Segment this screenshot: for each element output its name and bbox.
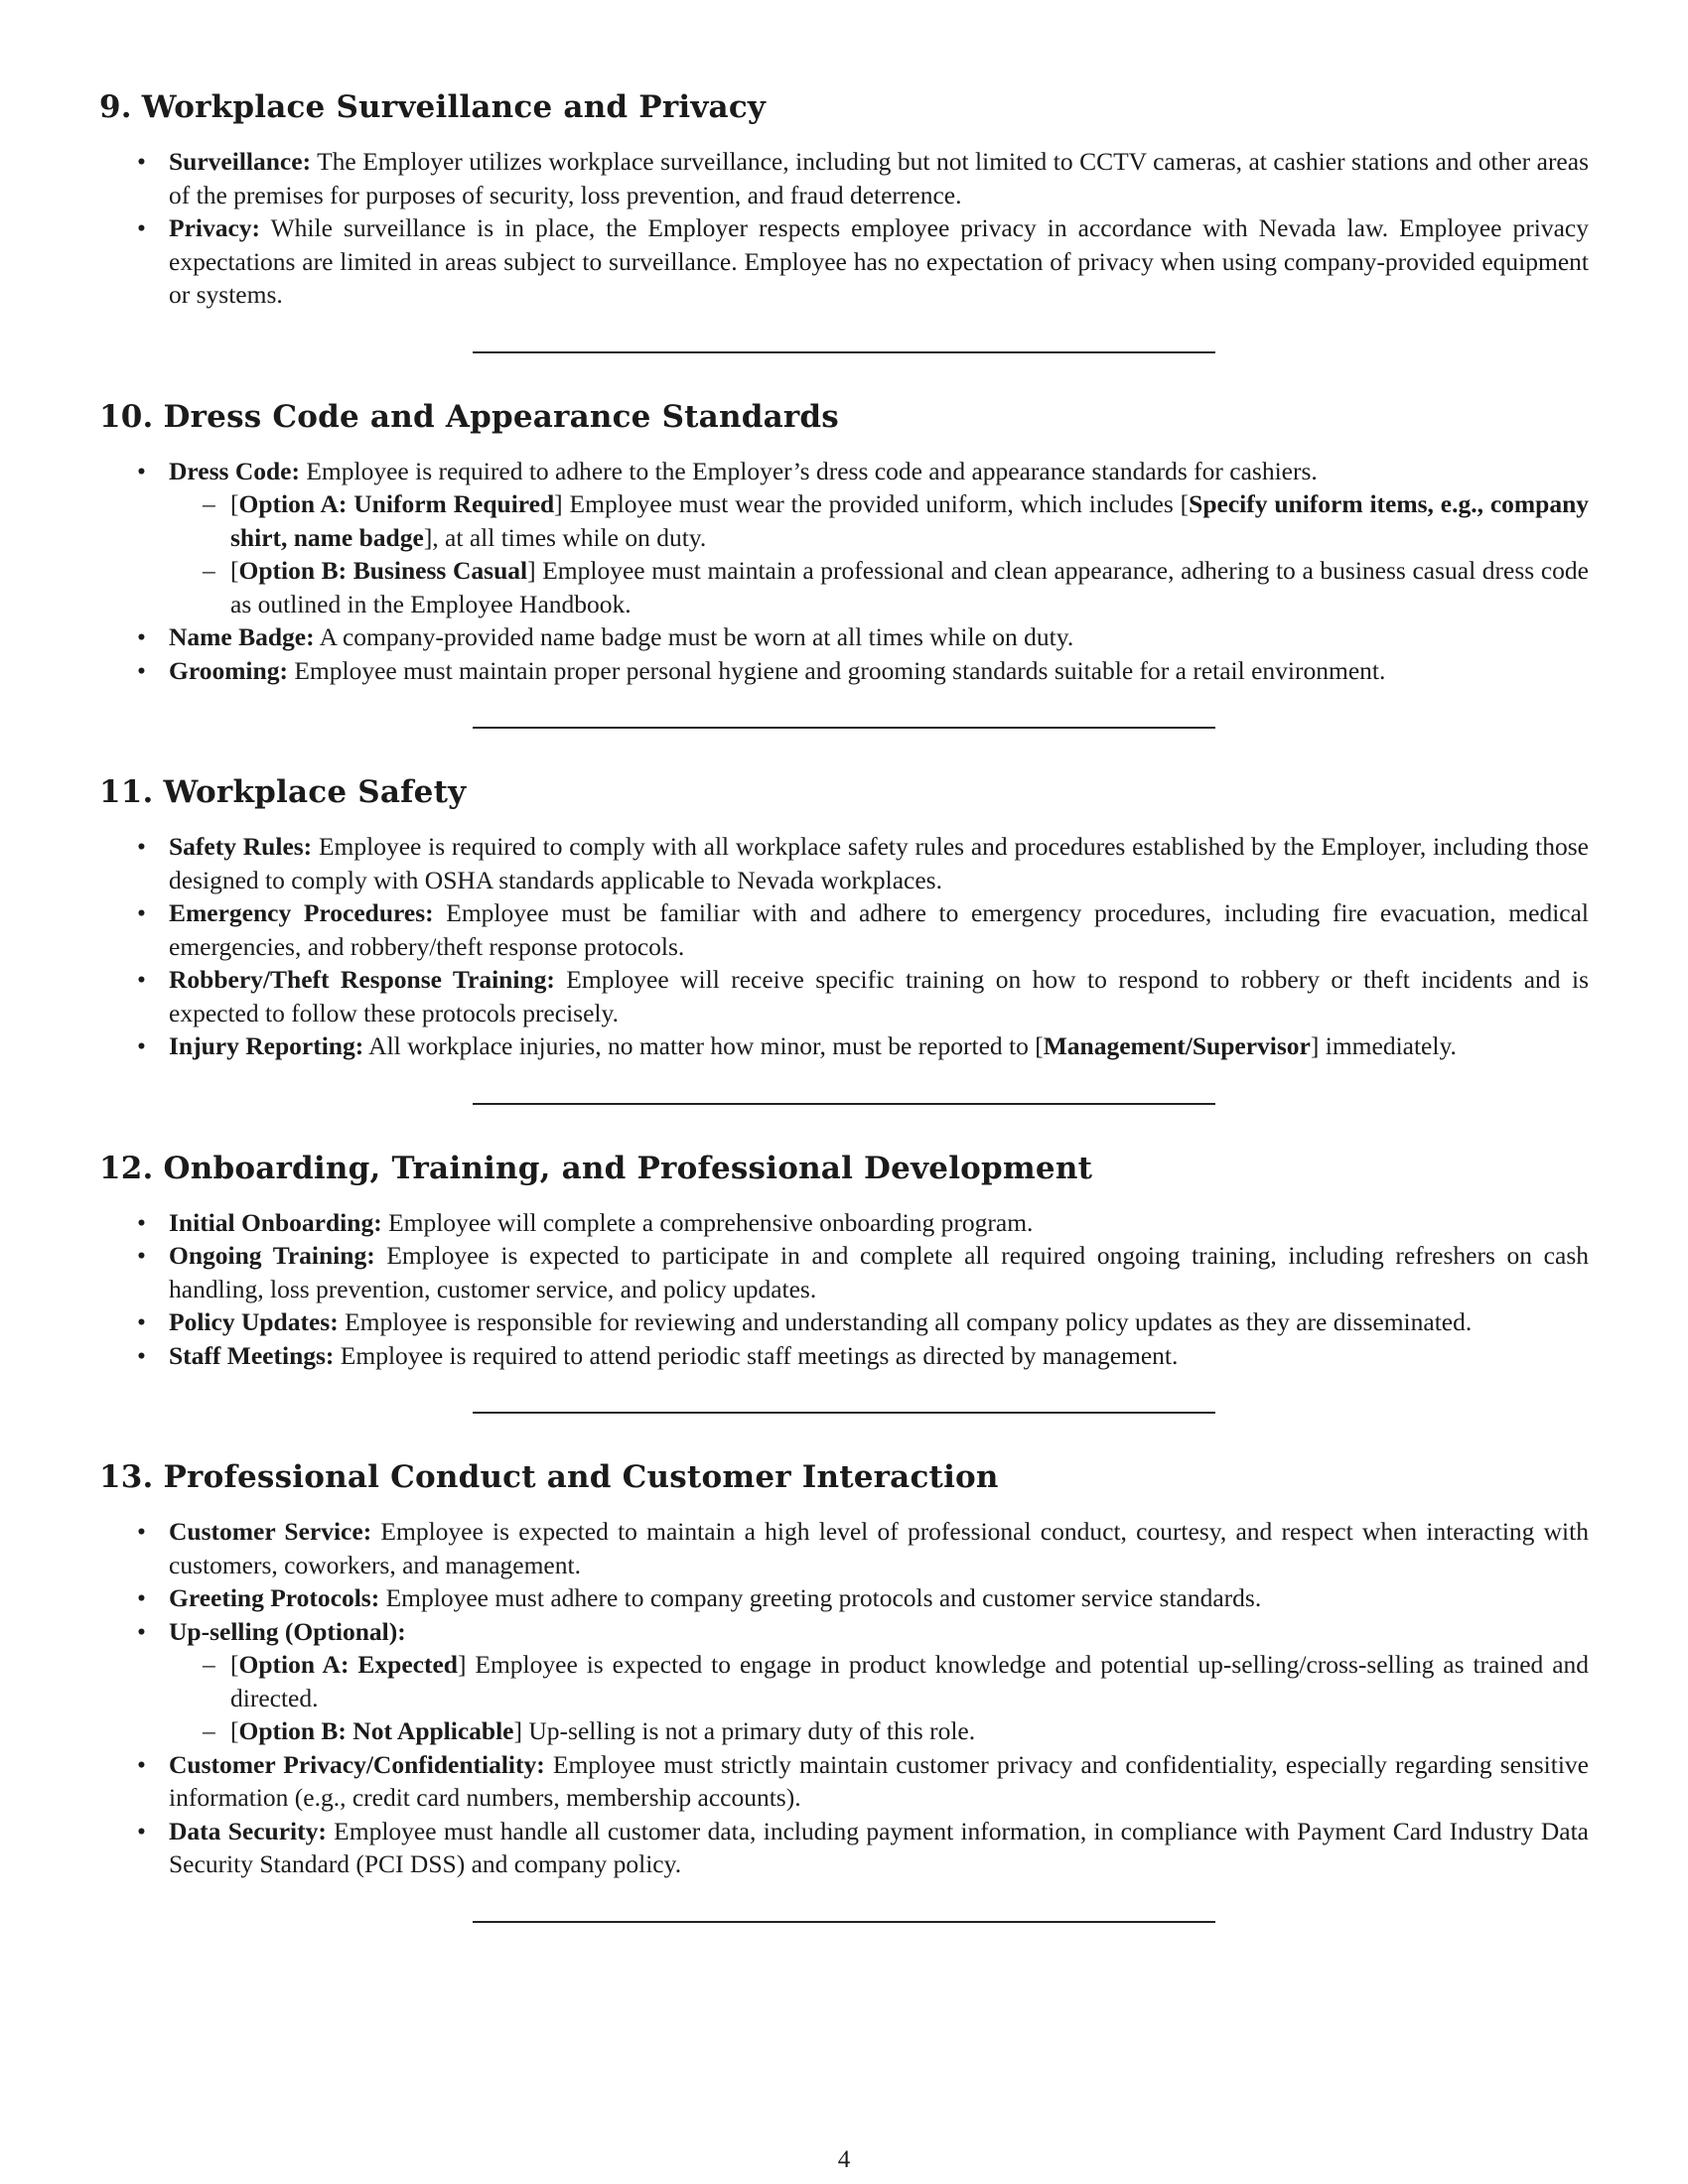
list-item: • Surveillance: The Employer utilizes workplace surveillance, including but not limited to CCTV cameras, at cashier stations and other areas of the premises for purposes of security, loss prevention, and fraud deterrence. — [99, 145, 1589, 211]
section-11 — [99, 772, 1589, 1063]
section-13 — [99, 1457, 1589, 1881]
page-number: 4 — [837, 2146, 851, 2173]
document-page — [99, 87, 1589, 1923]
section-divider — [473, 1103, 1215, 1105]
list-item: • Injury Reporting: All workplace injuries, no matter how minor, must be reported to [Management/Supervisor] immediately. — [99, 1029, 1589, 1063]
section-10 — [99, 397, 1589, 688]
list-item: • Customer Privacy/Confidentiality: Employee must strictly maintain customer privacy and confidentiality, especially regarding sensitive information (e.g., credit card numbers, membership accounts). — [99, 1748, 1589, 1815]
list-item: • Emergency Procedures: Employee must be familiar with and adhere to emergency procedures, including fire evacuation, medical emergencies, and robbery/theft response protocols. — [99, 896, 1589, 963]
list-item: • Policy Updates: Employee is responsible for reviewing and understanding all company policy updates as they are disseminated. — [99, 1305, 1589, 1339]
sub-option: – [Option B: Business Casual] Employee must maintain a professional and clean appearance, adhering to a business casual dress code as outlined in the Employee Handbook. — [169, 554, 1589, 620]
sub-option: – [Option B: Not Applicable] Up-selling is not a primary duty of this role. — [169, 1714, 1589, 1748]
section-heading: 13. Professional Conduct and Customer Interaction — [99, 1459, 999, 1495]
list-item: • Staff Meetings: Employee is required to attend periodic staff meetings as directed by management. — [99, 1339, 1589, 1373]
section-divider — [473, 727, 1215, 729]
list-item: • Robbery/Theft Response Training: Employee will receive specific training on how to respond to robbery or theft incidents and is expected to follow these protocols precisely. — [99, 963, 1589, 1029]
list-item: • Initial Onboarding: Employee will complete a comprehensive onboarding program. — [99, 1206, 1589, 1240]
list-item: • Dress Code: Employee is required to adhere to the Employer’s dress code and appearance standards for cashiers. – [Option A: Uniform Required] Employee must wear the provided uniform, which includes [Specify uniform items, e.g., company shirt, name badge], at all times while on duty. – [Option B: Business Casual] Employee must maintain a professional and clean appearance, adhering to a business casual dress code as outlined in the Employee Handbook. — [99, 455, 1589, 621]
section-heading: 9. Workplace Surveillance and Privacy — [99, 89, 767, 125]
section-9 — [99, 87, 1589, 312]
list-item: • Up-selling (Optional): – [Option A: Expected] Employee is expected to engage in product knowledge and potential up-selling/cross-selling as trained and directed. – [Option B: Not Applicable] Up-selling is not a primary duty of this role. — [99, 1615, 1589, 1748]
section-heading: 10. Dress Code and Appearance Standards — [99, 398, 839, 435]
section-12 — [99, 1149, 1589, 1373]
sub-option: – [Option A: Expected] Employee is expected to engage in product knowledge and potential up-selling/cross-selling as trained and directed. — [169, 1648, 1589, 1714]
list-item: • Name Badge: A company-provided name badge must be worn at all times while on duty. — [99, 620, 1589, 654]
list-item: • Safety Rules: Employee is required to comply with all workplace safety rules and procedures established by the Employer, including those designed to comply with OSHA standards applicable to Nevada workplaces. — [99, 830, 1589, 896]
list-item: • Data Security: Employee must handle all customer data, including payment information, in compliance with Payment Card Industry Data Security Standard (PCI DSS) and company policy. — [99, 1815, 1589, 1881]
section-heading: 11. Workplace Safety — [99, 774, 467, 810]
section-divider — [473, 1412, 1215, 1414]
section-divider — [473, 351, 1215, 353]
list-item: • Ongoing Training: Employee is expected to participate in and complete all required ongoing training, including refreshers on cash handling, loss prevention, customer service, and policy updates. — [99, 1239, 1589, 1305]
list-item: • Privacy: While surveillance is in place, the Employer respects employee privacy in accordance with Nevada law. Employee privacy expectations are limited in areas subject to surveillance. Employee has no expectation of privacy when using company-provided equipment or systems. — [99, 211, 1589, 312]
list-item: • Customer Service: Employee is expected to maintain a high level of professional conduct, courtesy, and respect when interacting with customers, coworkers, and management. — [99, 1515, 1589, 1581]
sub-option: – [Option A: Uniform Required] Employee must wear the provided uniform, which includes [Specify uniform items, e.g., company shirt, name badge], at all times while on duty. — [169, 487, 1589, 554]
section-divider — [473, 1921, 1215, 1923]
section-heading: 12. Onboarding, Training, and Professional Development — [99, 1150, 1093, 1186]
list-item: • Greeting Protocols: Employee must adhere to company greeting protocols and customer service standards. — [99, 1581, 1589, 1615]
list-item: • Grooming: Employee must maintain proper personal hygiene and grooming standards suitable for a retail environment. — [99, 654, 1589, 688]
